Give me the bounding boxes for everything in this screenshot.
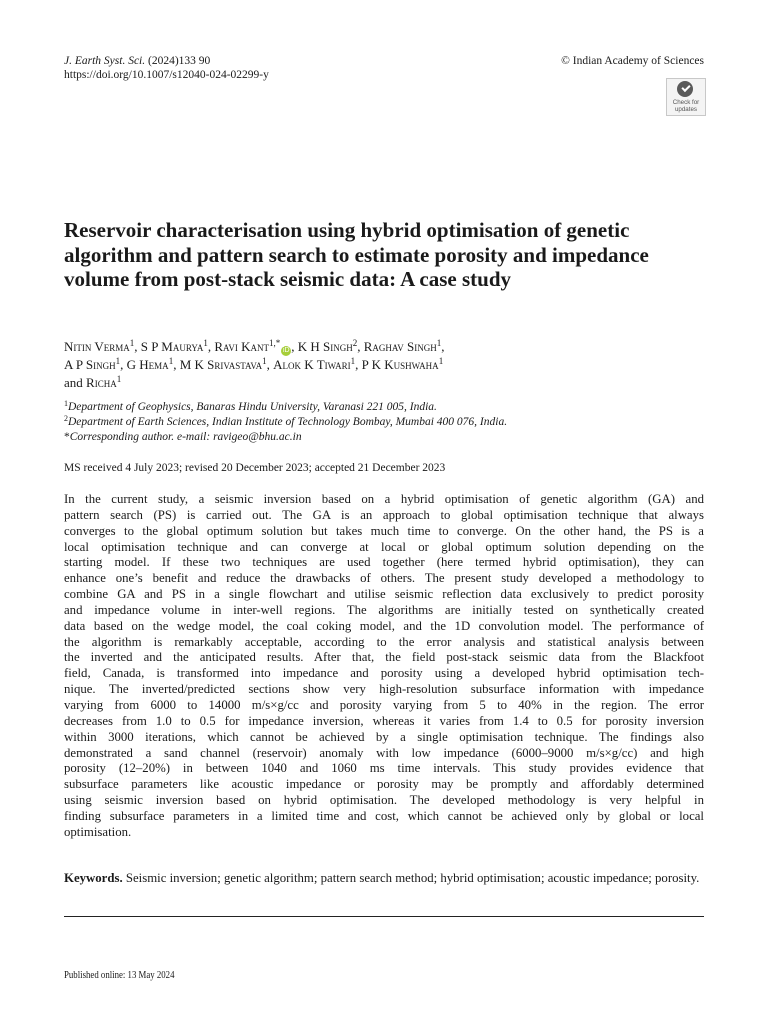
corresponding-author-line: *Corresponding author. e-mail: ravigeo@bhu.ac.in xyxy=(64,431,302,443)
badge-line-1: Check for xyxy=(672,99,700,106)
publisher-copyright: © Indian Academy of Sciences xyxy=(561,55,704,67)
author-name: A P Singh xyxy=(64,357,116,372)
abstract-line: varying from 6000 to 14000 m/s×g/cc and porosity varying from 5 to 40% in the region. The error xyxy=(64,697,704,712)
journal-name: J. Earth Syst. Sci. xyxy=(64,55,146,67)
keywords-label: Keywords. xyxy=(64,871,123,885)
journal-volume: (2024)133 90 xyxy=(148,55,211,67)
badge-line-2: updates xyxy=(674,106,698,113)
author-affil-mark: 1 xyxy=(115,356,121,366)
author-name: S P Maurya xyxy=(140,339,204,354)
abstract-line: data based on the wedge model, the coal coking model, and the 1D convolution model. The performance of xyxy=(64,618,704,633)
author-affil-mark: 1 xyxy=(438,356,444,366)
check-for-updates-badge[interactable] xyxy=(666,78,706,116)
author-affil-mark: 1,* xyxy=(269,338,281,348)
author-name: M K Srivastava xyxy=(179,357,263,372)
author-name: Raghav Singh xyxy=(363,339,437,354)
abstract-line: porosity (12–20%) in between 1040 and 1060 ms time intervals. This study provides evidence that xyxy=(64,761,704,776)
author-name: K H Singh xyxy=(297,339,353,354)
abstract-line: starting model. If these two techniques are used together (here termed hybrid optimisation), they can xyxy=(64,555,704,570)
abstract-line: and impedance volume in inter-well regions. The algorithms are initially tested on synthetically created xyxy=(64,602,704,617)
authors-and: and xyxy=(64,375,83,390)
abstract-line: local optimisation technique and can converge at local or global optimum solution depending on the xyxy=(64,539,704,554)
author-name: P K Kushwaha xyxy=(361,357,439,372)
abstract-line: within 3000 iterations, which cannot be achieved by a single optimisation technique. The findings also xyxy=(64,729,704,744)
abstract-line: In the current study, a seismic inversion based on a hybrid optimisation of genetic algorithm (GA) and xyxy=(64,492,704,506)
author-name: Richa xyxy=(86,375,117,390)
abstract-line: pattern search (PS) is carried out. The GA is an approach to global optimisation technique that always xyxy=(64,507,704,522)
author-list: Nitin Verma$^1$, S P Maurya$^1$, Ravi Kant$^{1,*}$iD , K H Singh$^2$, Raghav Singh$^1$, A P Singh$^1$, G Hema$^1$, M K Srivastava$^1$, Alok K Tiwari$^1$, P K Kushwaha$^1$ and Richa$^1$ xyxy=(64,338,445,390)
abstract-line: the inverted and the anticipated results. After that, the field post-stack seismic data from the Blackfoot xyxy=(64,650,704,665)
section-divider xyxy=(64,916,704,917)
keywords xyxy=(64,870,704,886)
journal-citation xyxy=(64,54,210,68)
author-name: Alok K Tiwari xyxy=(273,357,351,372)
abstract xyxy=(64,492,704,841)
affiliation-line: $^2$Department of Earth Sciences, Indian Institute of Technology Bombay, Mumbai 400 076, India. xyxy=(64,414,508,428)
abstract-line: combine GA and PS in a single flowchart and utilise seismic reflection data exclusively to predict porosity xyxy=(64,587,704,602)
abstract-line: using seismic inversion based on hybrid optimisation. The developed methodology is very helpful in xyxy=(64,793,704,808)
keywords-text: Seismic inversion; genetic algorithm; pattern search method; hybrid optimisation; acoustic impedance; porosity. xyxy=(125,871,700,885)
abstract-line: optimisation. xyxy=(64,824,132,839)
abstract-line: demonstrated a sand channel (reservoir) anomaly with low impedance (6000–9000 m/s×g/cc) and high xyxy=(64,745,704,760)
abstract-line: enhance one’s benefit and reduce the drawbacks of others. The present study developed a methodology to xyxy=(64,571,704,586)
abstract-line: decreases from 1.0 to 0.5 for impedance inversion, whereas it varies from 1.4 to 0.5 for porosity inversion xyxy=(64,713,704,728)
author-name: Nitin Verma xyxy=(64,339,130,354)
author-affil-mark: 1 xyxy=(116,374,122,384)
manuscript-dates: MS received 4 July 2023; revised 20 December 2023; accepted 21 December 2023 xyxy=(64,462,446,474)
affiliations xyxy=(64,400,704,445)
author-name: Ravi Kant xyxy=(214,339,269,354)
author-affil-mark: 1 xyxy=(203,338,208,348)
author-affil-mark: 1 xyxy=(436,338,442,348)
abstract-line: converges to the global optimum solution but takes much time to converge. On the other hand, the PS is a xyxy=(64,523,704,538)
orcid-icon[interactable]: iD xyxy=(282,347,290,354)
doi-link[interactable]: https://doi.org/10.1007/s12040-024-02299-y xyxy=(64,69,269,81)
author-affil-mark: 1 xyxy=(168,356,174,366)
published-online-date: Published online: 13 May 2024 xyxy=(64,970,175,981)
abstract-line: nique. The inverted/predicted sections show very high-resolution subsurface information with impedance xyxy=(64,682,704,697)
abstract-line: the algorithm is remarkably acceptable, according to the error analysis and statistical analysis between xyxy=(64,634,704,649)
author-affil-mark: 1 xyxy=(129,338,135,348)
author-affil-mark: 1 xyxy=(350,356,356,366)
check-updates-icon xyxy=(677,81,693,97)
article-title: Reservoir characterisation using hybrid optimisation of genetic algorithm and pattern search to estimate porosity and impedance volume from post-stack seismic data: A case study xyxy=(64,218,649,291)
abstract-line: finding subsurface parameters in a limited time and cost, which cannot be achieved only by global or local xyxy=(64,808,704,823)
author-name: G Hema xyxy=(126,357,169,372)
abstract-line: field, Canada, is transformed into impedance and porosity using a developed hybrid optimisation tech- xyxy=(64,666,704,681)
author-affil-mark: 2 xyxy=(352,338,358,348)
affiliation-line: $^1$Department of Geophysics, Banaras Hindu University, Varanasi 221 005, India. xyxy=(64,399,437,413)
author-affil-mark: 1 xyxy=(262,356,267,366)
abstract-line: subsurface parameters like acoustic impedance or porosity may be promptly and affordably determined xyxy=(64,777,704,792)
